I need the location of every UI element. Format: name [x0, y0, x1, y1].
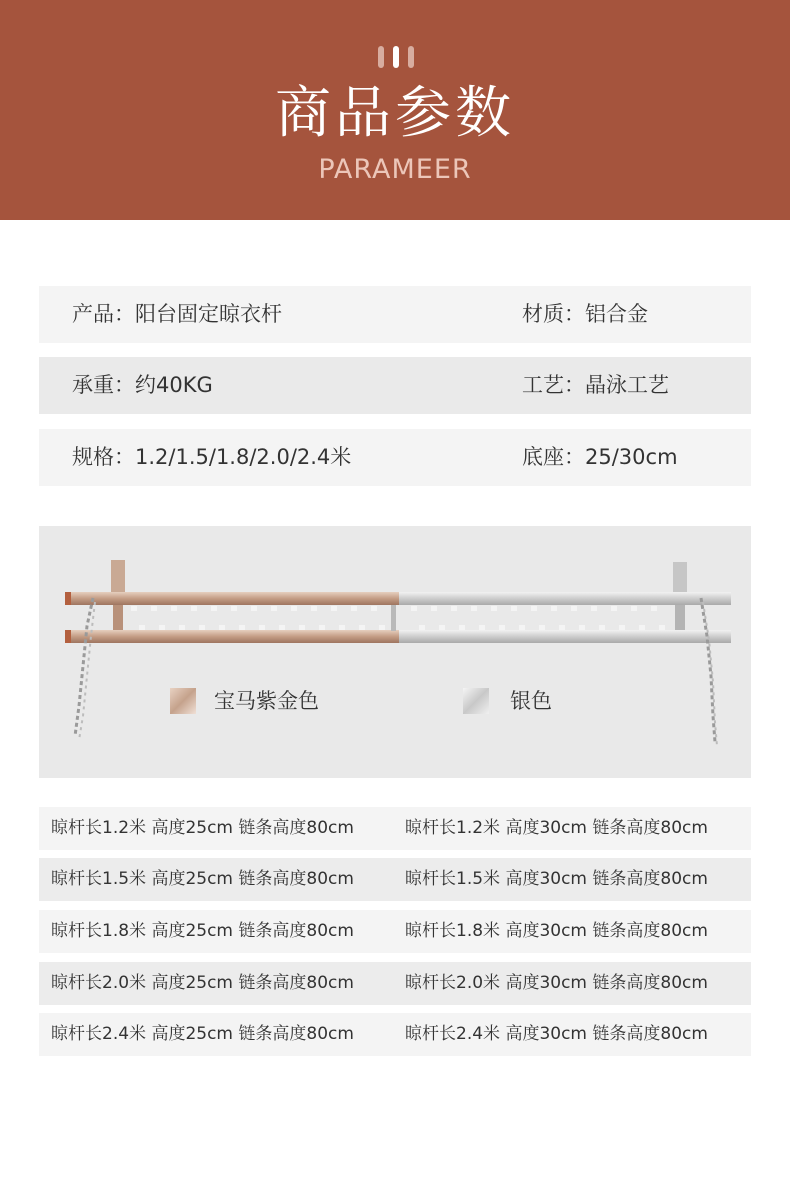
- param-row: [39, 357, 751, 414]
- header-banner: [0, 0, 790, 220]
- swatch-label-gold: 宝马紫金色: [214, 689, 319, 713]
- size-cell: 晾杆长1.8米 高度25cm 链条高度80cm: [51, 921, 354, 941]
- product-image: [39, 526, 751, 778]
- size-cell: 晾杆长2.4米 高度25cm 链条高度80cm: [51, 1024, 354, 1044]
- size-cell: 晾杆长1.8米 高度30cm 链条高度80cm: [405, 921, 708, 941]
- drying-rack-illustration: [39, 526, 751, 778]
- gold-swatch-icon: [170, 688, 196, 714]
- param-product: 产品：阳台固定晾衣杆: [72, 302, 282, 326]
- size-cell: 晾杆长2.4米 高度30cm 链条高度80cm: [405, 1024, 708, 1044]
- size-cell: 晾杆长1.5米 高度30cm 链条高度80cm: [405, 869, 708, 889]
- param-row: [39, 429, 751, 486]
- page-title: 商品参数: [275, 81, 515, 146]
- size-cell: 晾杆长2.0米 高度25cm 链条高度80cm: [51, 973, 354, 993]
- page-subtitle: PARAMEER: [318, 154, 472, 185]
- size-row: [39, 858, 751, 901]
- size-cell: 晾杆长2.0米 高度30cm 链条高度80cm: [405, 973, 708, 993]
- swatch-label-silver: 银色: [510, 689, 552, 713]
- param-craft: 工艺：晶泳工艺: [522, 373, 669, 397]
- param-material: 材质：铝合金: [522, 302, 648, 326]
- silver-swatch-icon: [463, 688, 489, 714]
- param-spec: 规格：1.2/1.5/1.8/2.0/2.4米: [72, 445, 352, 469]
- size-row: [39, 962, 751, 1005]
- param-base: 底座：25/30cm: [522, 445, 678, 469]
- size-row: [39, 910, 751, 953]
- size-cell: 晾杆长1.2米 高度25cm 链条高度80cm: [51, 818, 354, 838]
- size-row: [39, 807, 751, 850]
- size-row: [39, 1013, 751, 1056]
- param-load: 承重：约40KG: [72, 373, 213, 397]
- size-cell: 晾杆长1.2米 高度30cm 链条高度80cm: [405, 818, 708, 838]
- decorative-bars-icon: [378, 46, 414, 68]
- param-row: [39, 286, 751, 343]
- size-cell: 晾杆长1.5米 高度25cm 链条高度80cm: [51, 869, 354, 889]
